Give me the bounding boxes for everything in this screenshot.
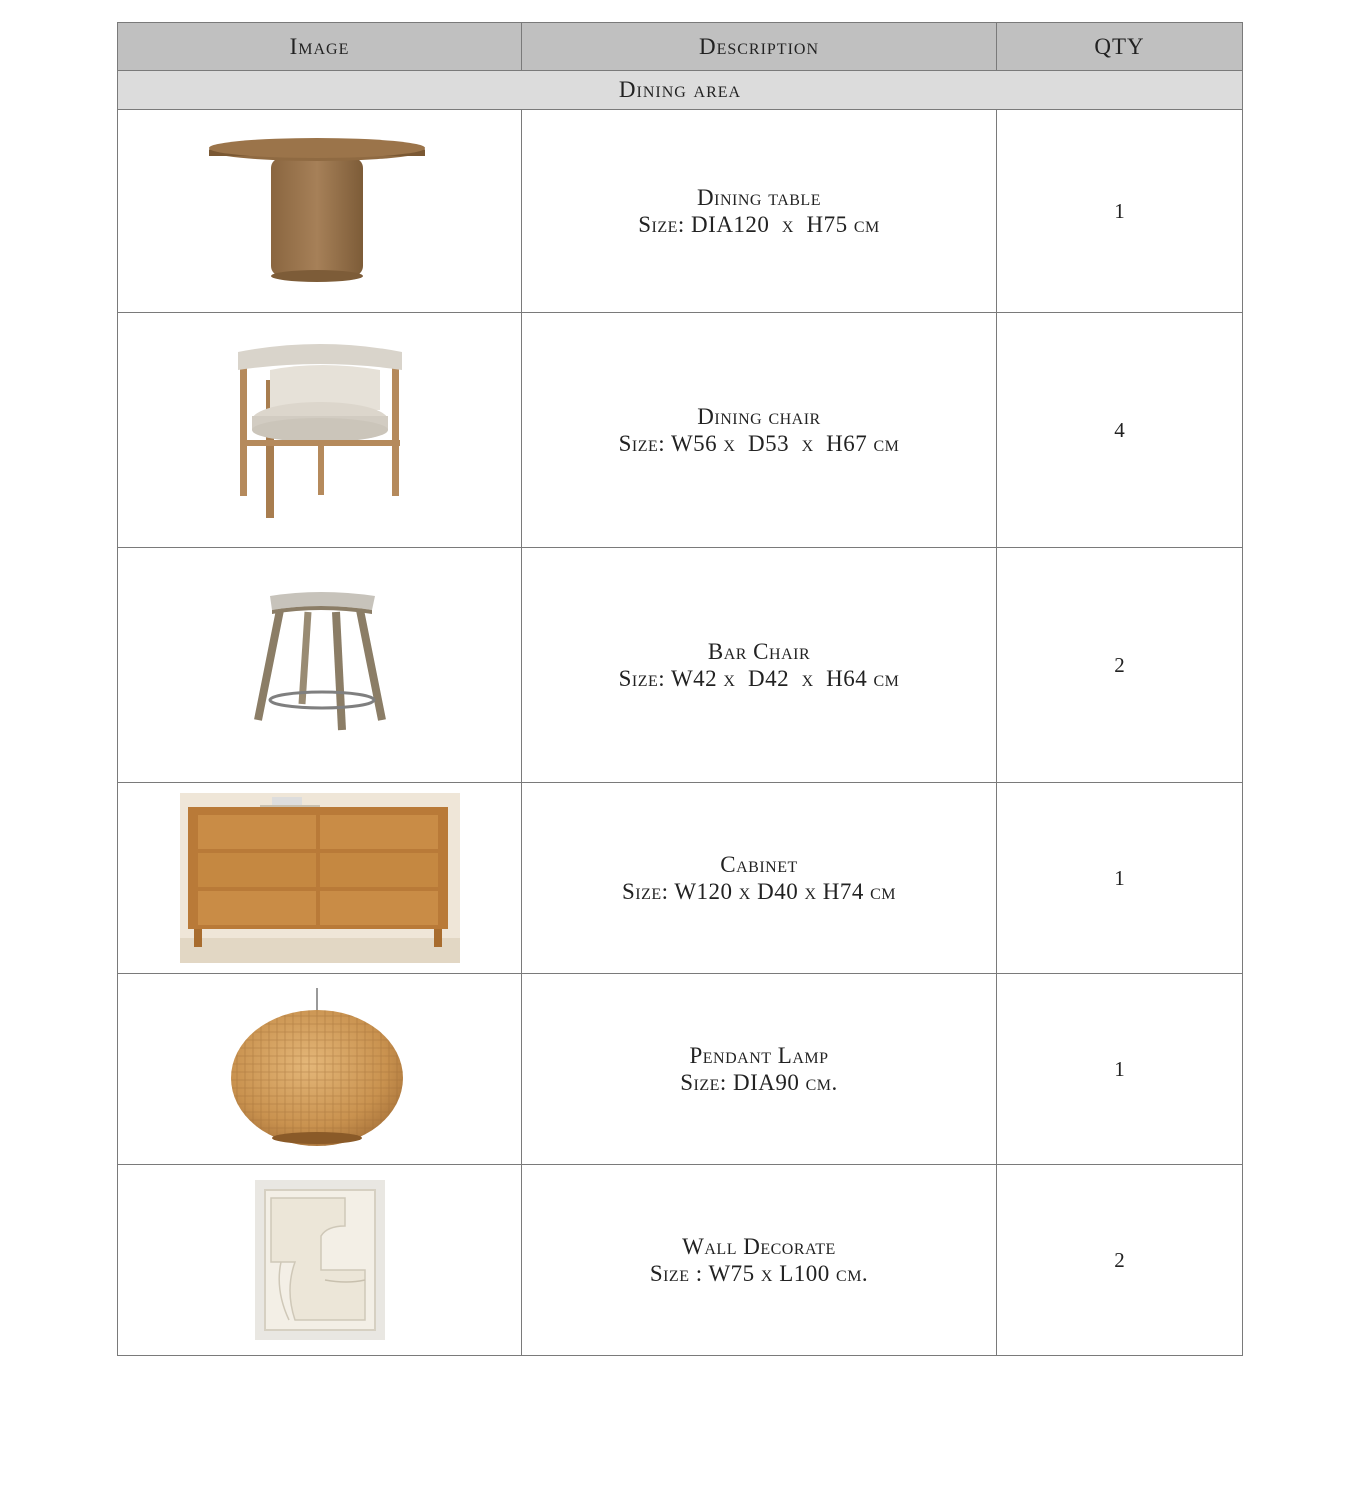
cabinet-icon bbox=[180, 793, 460, 963]
item-description bbox=[522, 110, 997, 313]
item-image bbox=[118, 1165, 522, 1356]
header-row bbox=[118, 23, 1243, 71]
header-image: Image bbox=[118, 23, 522, 71]
item-qty: 4 bbox=[997, 313, 1243, 548]
section-title: Dining area bbox=[118, 71, 1243, 110]
dining-chair-icon bbox=[230, 340, 410, 520]
item-description bbox=[522, 974, 997, 1165]
item-image bbox=[118, 783, 522, 974]
item-name: Bar Chair bbox=[707, 639, 811, 664]
item-qty: 2 bbox=[997, 1165, 1243, 1356]
item-size: Size: DIA120 x H75 cm bbox=[638, 212, 880, 237]
wall-decorate-icon bbox=[255, 1180, 385, 1340]
item-qty: 1 bbox=[997, 110, 1243, 313]
item-qty: 2 bbox=[997, 548, 1243, 783]
item-size: Size: DIA90 cm. bbox=[680, 1070, 838, 1095]
item-name: Dining chair bbox=[697, 404, 821, 429]
item-name: Pendant Lamp bbox=[689, 1043, 829, 1068]
item-name: Wall Decorate bbox=[682, 1234, 836, 1259]
header-qty: QTY bbox=[997, 23, 1243, 71]
item-description bbox=[522, 548, 997, 783]
item-description bbox=[522, 1165, 997, 1356]
item-size: Size: W120 x D40 x H74 cm bbox=[621, 879, 897, 904]
dining-table-icon bbox=[205, 136, 435, 286]
table-row bbox=[118, 548, 1243, 783]
item-image bbox=[118, 974, 522, 1165]
item-qty: 1 bbox=[997, 783, 1243, 974]
item-name: Cabinet bbox=[720, 852, 798, 877]
item-description bbox=[522, 313, 997, 548]
item-image bbox=[118, 313, 522, 548]
header-description: Description bbox=[522, 23, 997, 71]
table-row bbox=[118, 110, 1243, 313]
table-row bbox=[118, 783, 1243, 974]
bar-chair-icon bbox=[250, 590, 390, 740]
table-row bbox=[118, 974, 1243, 1165]
item-image bbox=[118, 548, 522, 783]
table-row bbox=[118, 1165, 1243, 1356]
item-size: Size: W56 x D53 x H67 cm bbox=[618, 431, 900, 456]
pendant-lamp-icon bbox=[217, 988, 422, 1150]
item-size: Size : W75 x L100 cm. bbox=[649, 1261, 869, 1286]
item-image bbox=[118, 110, 522, 313]
table-row bbox=[118, 313, 1243, 548]
item-qty: 1 bbox=[997, 974, 1243, 1165]
item-description bbox=[522, 783, 997, 974]
section-row bbox=[118, 71, 1243, 110]
item-name: Dining table bbox=[697, 185, 821, 210]
furniture-schedule-table bbox=[117, 22, 1243, 1356]
item-size: Size: W42 x D42 x H64 cm bbox=[618, 666, 900, 691]
